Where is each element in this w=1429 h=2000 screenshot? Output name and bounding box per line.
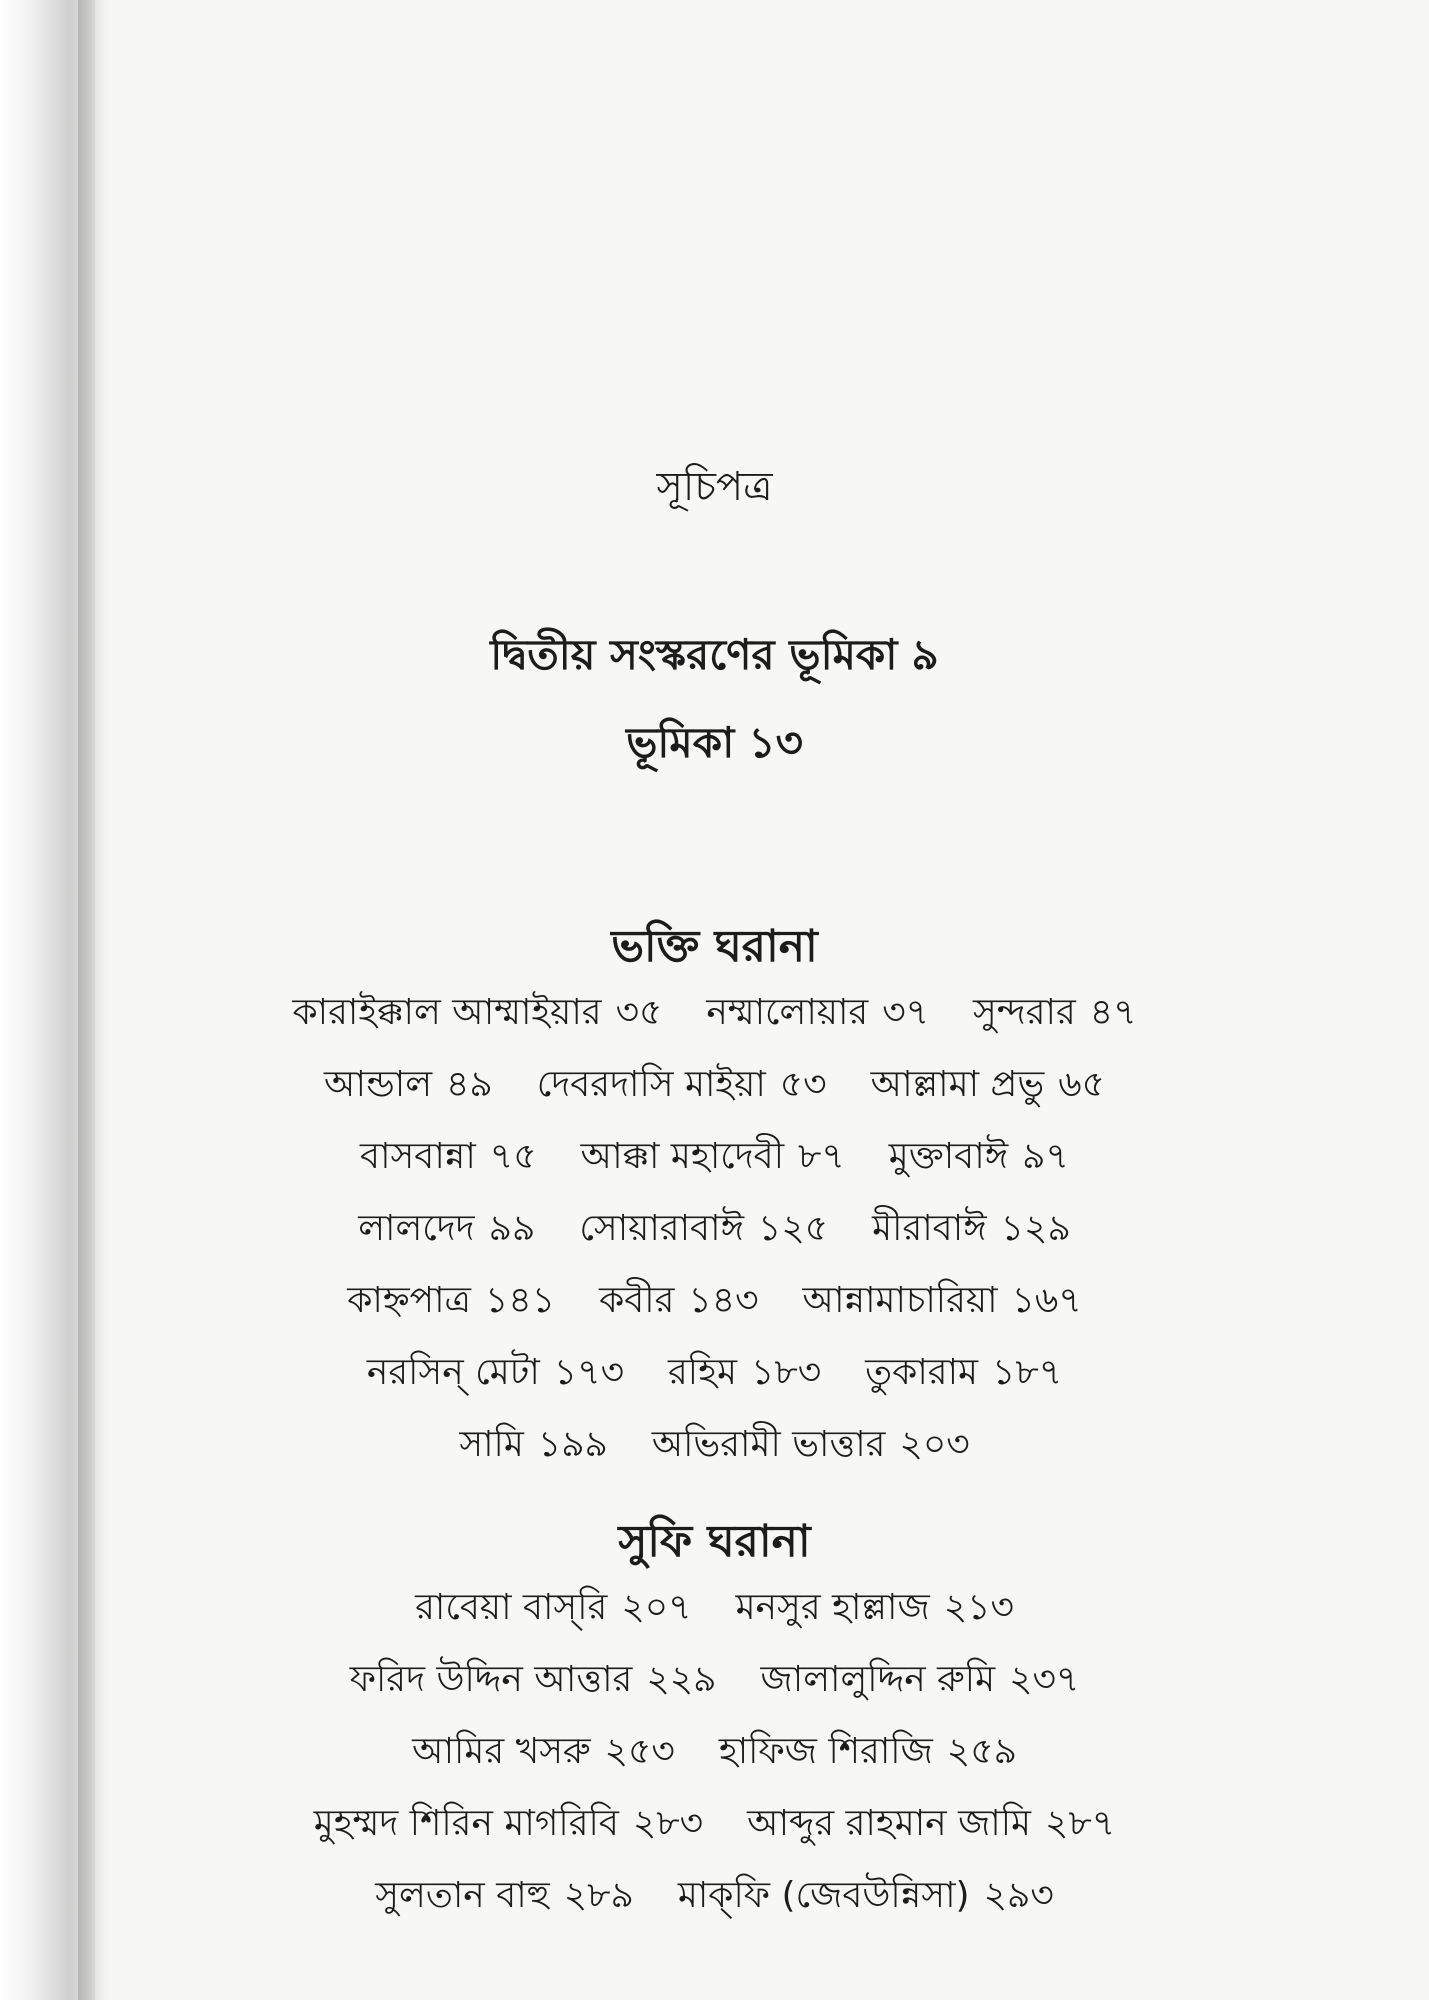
toc-entry (350, 1652, 717, 1712)
toc-entry (459, 1417, 608, 1477)
toc-entry (579, 1201, 828, 1261)
entry-name: মীরাবাঈ (872, 1208, 987, 1249)
entry-name: দেবরদাসি মাইয়া (536, 1064, 766, 1105)
entry-page-number: ২১৩ (943, 1587, 1014, 1628)
toc-entry (412, 1724, 675, 1784)
entry-name: মাক্‌ফি (জেবউন্নিসা) (677, 1875, 970, 1916)
toc-entry (599, 1273, 758, 1333)
toc-entry (865, 1345, 1062, 1405)
entry-name: আন্নামাচারিয়া (802, 1280, 998, 1321)
entry-page-number: ৩৫ (615, 992, 663, 1033)
entry-row (0, 1580, 1429, 1640)
entry-row (0, 1273, 1429, 1333)
entry-name: সুলতান বাহু (375, 1875, 550, 1916)
entry-page-number: ২৫৩ (604, 1731, 675, 1772)
entry-row (0, 1724, 1429, 1784)
entry-page-number: ২৮৩ (632, 1803, 704, 1844)
entry-page-number: ২৫৯ (946, 1731, 1017, 1772)
entry-name: আল্লামা প্রভু (870, 1064, 1045, 1105)
entry-name: অভিরামী ভাত্তার (651, 1424, 886, 1465)
entry-name: কাহ্নপাত্র (347, 1280, 471, 1321)
front-matter-entry (0, 622, 1429, 693)
toc-entry (872, 1201, 1071, 1261)
entry-name: ফরিদ উদ্দিন আত্তার (349, 1659, 633, 1700)
entry-row (0, 1652, 1429, 1712)
entry-name: সামি (459, 1424, 524, 1465)
entry-page-number: ৭৫ (489, 1136, 537, 1177)
entry-page-number: ২৮৯ (563, 1875, 634, 1916)
toc-entry (706, 985, 929, 1045)
front-matter-entry (0, 710, 1429, 781)
entry-name: নরসিন্ মেটা (366, 1352, 540, 1393)
entry-page-number: ২৮৭ (1045, 1803, 1116, 1844)
entry-name: মনসুর হাল্লাজ (735, 1587, 930, 1628)
toc-entry (367, 1345, 624, 1405)
toc-entry (736, 1580, 1014, 1640)
entry-page-number: ২২৯ (646, 1659, 717, 1700)
entry-name: কবীর (599, 1280, 675, 1321)
toc-entry (761, 1652, 1080, 1712)
toc-entry (668, 1345, 821, 1405)
toc-entry (889, 1129, 1069, 1189)
entry-row (0, 1129, 1429, 1189)
entry-page-number: ১৮৩ (751, 1352, 822, 1393)
entry-page-number: ৯৯ (488, 1208, 536, 1249)
entry-page-number: ১২৯ (1000, 1208, 1071, 1249)
section-heading-bhakti: ভক্তি ঘরানা (611, 921, 818, 972)
entry-page-number: ৪৭ (1089, 992, 1137, 1033)
entry-page-number: ১২৫ (758, 1208, 829, 1249)
toc-entry (581, 1129, 845, 1189)
toc-entry (314, 1796, 703, 1856)
entry-name: তুকারাম (865, 1352, 979, 1393)
toc-entry (652, 1417, 970, 1477)
entry-page-number: ১৮৭ (992, 1352, 1063, 1393)
toc-entry (358, 1201, 535, 1261)
entry-page-number: ২৩৭ (1009, 1659, 1080, 1700)
entry-name: আমির খসরু (412, 1731, 591, 1772)
entry-row (0, 1345, 1429, 1405)
entry-name: মুহম্মদ শিরিন মাগরিবি (313, 1803, 619, 1844)
entry-page-number: ৯ (911, 630, 939, 679)
entry-row (0, 1868, 1429, 1928)
entry-row (0, 1201, 1429, 1261)
entry-page-number: ৯৭ (1022, 1136, 1069, 1177)
toc-entry (678, 1868, 1054, 1928)
entry-name: বাসবান্না (360, 1136, 476, 1177)
entry-page-number: ৪৯ (446, 1064, 493, 1105)
entry-name: রহিম (667, 1352, 737, 1393)
entry-page-number: ১৯৯ (537, 1424, 608, 1465)
toc-entry (375, 1868, 634, 1928)
entry-row (0, 985, 1429, 1045)
entry-page-number: ১৩ (748, 718, 803, 767)
toc-entry (803, 1273, 1082, 1333)
entry-name: লালদেদ (358, 1208, 475, 1249)
page-title: সূচিপত্র (656, 464, 773, 510)
entry-page-number: ১৬৭ (1011, 1280, 1082, 1321)
entry-page-number: ১৪৩ (688, 1280, 759, 1321)
entry-page-number: ৫৩ (779, 1064, 827, 1105)
toc-entry (747, 1796, 1115, 1856)
toc-entry (360, 1129, 537, 1189)
entry-page-number: ২০৭ (621, 1587, 692, 1628)
toc-entry (871, 1057, 1105, 1117)
toc-entry (973, 985, 1137, 1045)
entry-page-number: ২৯৩ (983, 1875, 1054, 1916)
entry-name: জালালুদ্দিন রুমি (760, 1659, 996, 1700)
entry-page-number: ৮৭ (798, 1136, 845, 1177)
toc-entry (537, 1057, 827, 1117)
entry-name: আব্দুর রাহমান জামি (747, 1803, 1032, 1844)
section-heading-sufi: সুফি ঘরানা (618, 1516, 811, 1567)
toc-entry (719, 1724, 1017, 1784)
entry-name: সুন্দরার (973, 992, 1076, 1033)
entry-name: হাফিজ শিরাজি (718, 1731, 933, 1772)
toc-entry (292, 985, 662, 1045)
entry-name: সোয়ারাবাঈ (579, 1208, 745, 1249)
entry-page-number: ৬৫ (1058, 1064, 1105, 1105)
entry-name: আক্কা মহাদেবী (580, 1136, 784, 1177)
entry-page-number: ১৭৩ (553, 1352, 624, 1393)
entry-page-number: ২০৩ (899, 1424, 970, 1465)
entry-row (0, 1417, 1429, 1477)
entry-page-number: ৩৭ (882, 992, 930, 1033)
toc-entry (415, 1580, 691, 1640)
entry-name: আন্ডাল (324, 1064, 433, 1105)
entry-name: রাবেয়া বাস্‌রি (415, 1587, 608, 1628)
entry-row (0, 1796, 1429, 1856)
entry-name: ভূমিকা (626, 718, 735, 767)
entry-name: দ্বিতীয় সংস্করণের ভূমিকা (490, 630, 898, 679)
entry-row (0, 1057, 1429, 1117)
entry-name: মুক্তাবাঈ (888, 1136, 1009, 1177)
entry-name: নম্মালোয়ার (706, 992, 869, 1033)
entry-page-number: ১৪১ (484, 1280, 556, 1321)
entry-name: কারাইক্কাল আম্মাইয়ার (292, 992, 602, 1033)
toc-entry (324, 1057, 493, 1117)
toc-entry (347, 1273, 555, 1333)
